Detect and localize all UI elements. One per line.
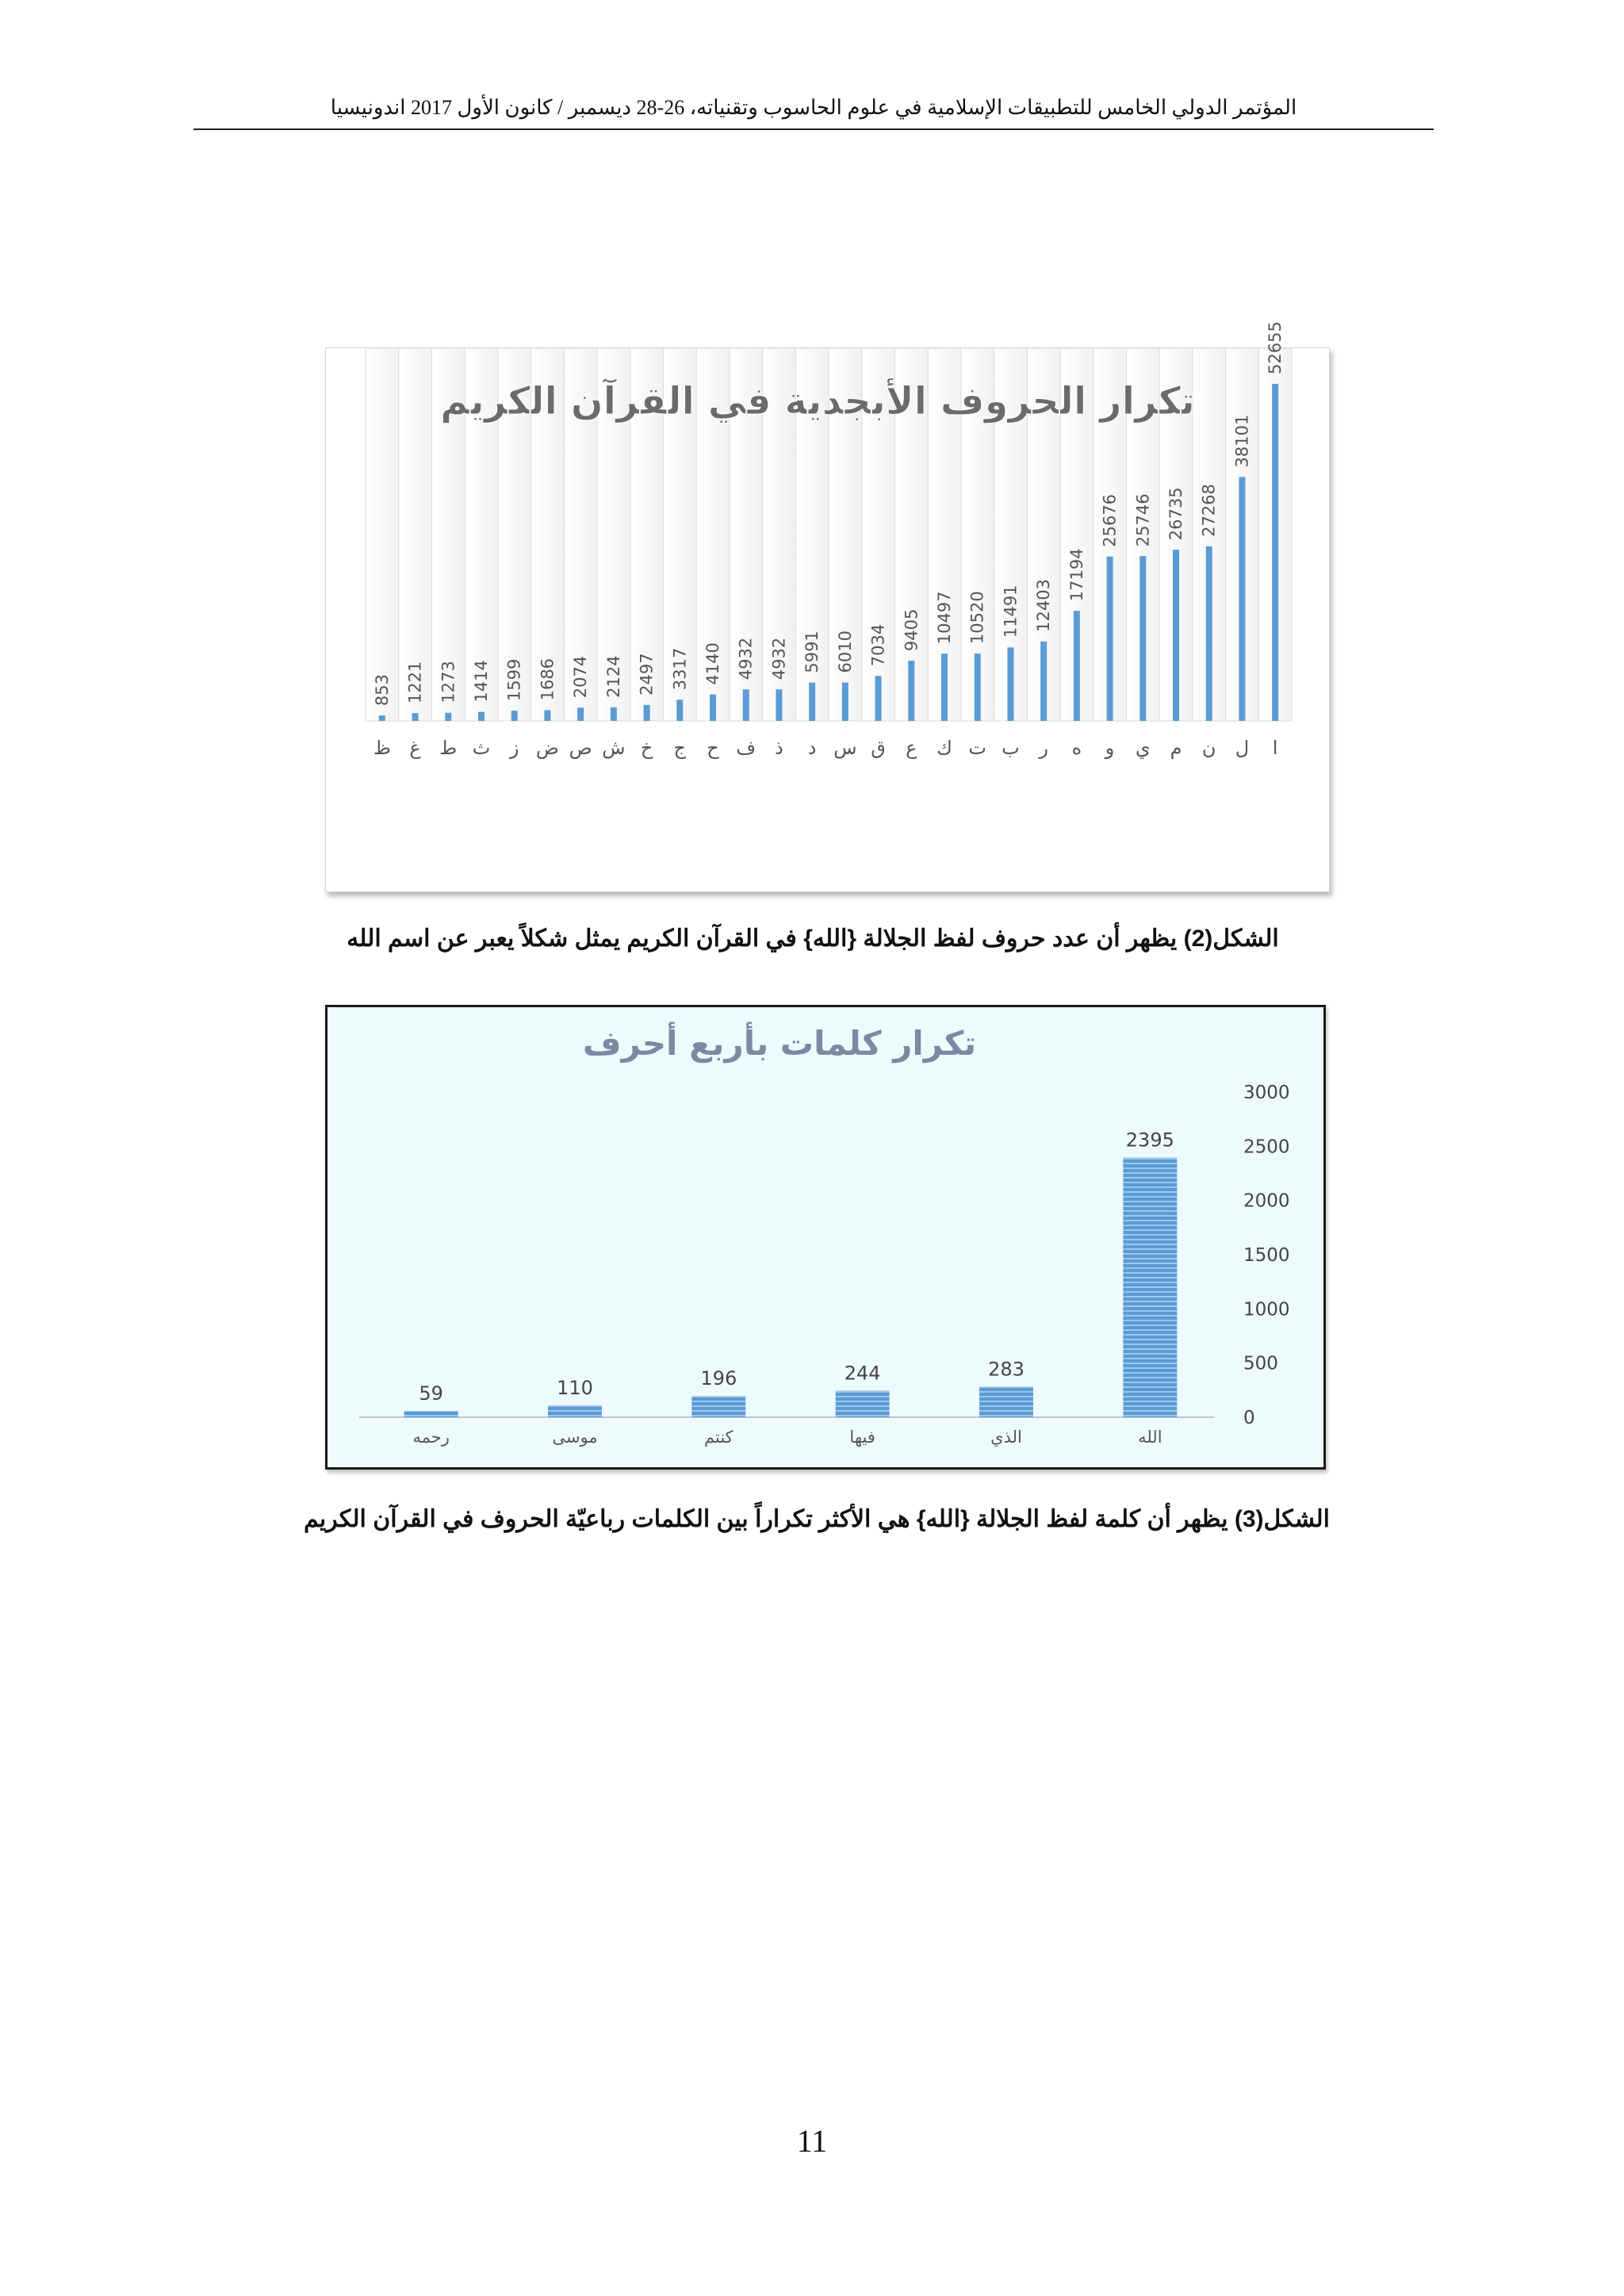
bar <box>445 713 451 721</box>
data-label: 52655 <box>1266 321 1285 374</box>
figure-3-caption: الشكل(3) يظهر أن كلمة لفظ الجلالة {الله} هي الأكثر تكراراً بين الكلمات رباعيّة الحروف في القرآن الكريم <box>303 1506 1331 1532</box>
chart-four-letter-words-svg <box>327 1007 1323 1467</box>
data-label: 110 <box>557 1376 593 1399</box>
tick-label: ع <box>906 737 917 759</box>
tick-label: كنتم <box>704 1428 733 1447</box>
bar <box>1206 546 1212 721</box>
bar <box>1272 384 1278 721</box>
bar <box>975 654 981 721</box>
data-label: 283 <box>988 1358 1025 1381</box>
tick-label: ر <box>1039 737 1048 759</box>
bar <box>1239 477 1245 721</box>
bar <box>676 700 683 721</box>
bar <box>1173 550 1179 721</box>
y-tick-label: 1000 <box>1243 1299 1290 1320</box>
bar <box>1007 647 1013 721</box>
tick-label: د <box>807 737 817 759</box>
data-label: 2074 <box>571 655 591 699</box>
bar <box>776 689 782 721</box>
data-label: 10520 <box>967 591 987 645</box>
tick-label: ك <box>936 737 952 759</box>
figure-2-caption: الشكل(2) يظهر أن عدد حروف لفظ الجلالة {الله} في القرآن الكريم يمثل شكلاً يعبر عن اسم الله <box>347 926 1279 952</box>
y-tick-label: 500 <box>1243 1353 1278 1374</box>
bar <box>644 705 650 721</box>
data-label: 12403 <box>1034 579 1054 632</box>
data-label: 196 <box>700 1367 737 1390</box>
tick-label: ف <box>736 737 756 759</box>
bar <box>379 715 385 721</box>
tick-label: ث <box>472 737 491 759</box>
tick-label: ا <box>1272 737 1278 759</box>
data-label: 1686 <box>538 657 557 701</box>
bar <box>691 1396 745 1417</box>
data-label: 5991 <box>802 631 822 673</box>
data-label: 17194 <box>1067 548 1086 602</box>
bar <box>544 710 550 721</box>
tick-label: ن <box>1201 737 1216 759</box>
tick-label: ت <box>968 737 987 759</box>
data-label: 2497 <box>637 653 657 696</box>
data-label: 4140 <box>703 642 722 685</box>
chart-title: تكرار كلمات بأربع أحرف <box>582 1024 977 1063</box>
tick-label: ل <box>1235 737 1250 759</box>
chart-letter-frequency <box>325 321 1330 892</box>
data-label: 10497 <box>935 591 954 645</box>
data-label: 2124 <box>603 655 623 698</box>
bar <box>979 1386 1033 1417</box>
data-label: 59 <box>419 1382 443 1405</box>
data-label: 4932 <box>736 637 756 680</box>
bar <box>875 676 882 721</box>
bar <box>511 711 518 721</box>
chart-title: تكرار الحروف الأبجدية في القرآن الكريم <box>440 379 1195 424</box>
data-label: 25676 <box>1100 493 1120 547</box>
bar <box>1107 557 1113 721</box>
data-label: 38101 <box>1232 414 1252 468</box>
bar <box>908 661 914 721</box>
tick-label: رحمه <box>412 1428 450 1447</box>
data-label: 27268 <box>1199 484 1219 537</box>
data-label: 2395 <box>1125 1129 1174 1152</box>
tick-label: ض <box>535 737 559 759</box>
tick-label: ه <box>1071 737 1082 759</box>
tick-label: ص <box>569 737 592 759</box>
bar <box>941 654 948 721</box>
bar <box>836 1391 890 1417</box>
bar <box>1074 611 1080 721</box>
tick-label: ب <box>1002 737 1020 759</box>
tick-label: ذ <box>775 737 783 759</box>
tick-label: س <box>833 737 857 759</box>
data-label: 244 <box>844 1362 881 1385</box>
bar <box>478 712 485 721</box>
bar <box>577 707 584 721</box>
tick-label: فيها <box>849 1428 875 1447</box>
data-label: 1273 <box>439 661 458 703</box>
bar <box>710 695 716 721</box>
tick-label: ح <box>707 737 719 759</box>
bar <box>743 689 749 721</box>
chart-letter-frequency-svg <box>326 321 1329 891</box>
data-label: 1221 <box>405 661 425 704</box>
tick-label: ز <box>509 737 519 759</box>
y-tick-label: 0 <box>1243 1408 1255 1428</box>
bar <box>1139 556 1146 721</box>
y-tick-label: 2500 <box>1243 1137 1290 1158</box>
bar <box>809 683 815 721</box>
bar <box>404 1411 458 1417</box>
tick-label: غ <box>409 737 421 759</box>
tick-label: ج <box>673 737 687 759</box>
tick-label: ط <box>439 737 458 759</box>
data-label: 4932 <box>769 637 789 680</box>
tick-label: موسى <box>552 1428 598 1447</box>
tick-label: ظ <box>373 737 391 759</box>
y-tick-label: 2000 <box>1243 1190 1290 1212</box>
data-label: 3317 <box>670 647 690 691</box>
data-label: 11491 <box>1001 585 1021 638</box>
y-tick-label: 1500 <box>1243 1245 1290 1266</box>
bar <box>1123 1158 1177 1417</box>
data-label: 1414 <box>472 660 491 703</box>
tick-label: ي <box>1135 737 1151 759</box>
bar <box>611 707 617 721</box>
data-label: 1599 <box>504 658 524 702</box>
tick-label: ق <box>871 737 886 759</box>
bar <box>548 1405 602 1417</box>
bar <box>842 682 848 721</box>
y-tick-label: 3000 <box>1243 1083 1290 1103</box>
column-band <box>366 348 399 721</box>
data-label: 853 <box>372 674 392 707</box>
page-number: 11 <box>796 2123 828 2159</box>
bar <box>1040 642 1047 721</box>
data-label: 25746 <box>1133 493 1153 547</box>
page-header: المؤتمر الدولي الخامس للتطبيقات الإسلامية في علوم الحاسوب وتقنياته، 26-28 ديسمبر / كانون الأول 2017 اندونيسيا <box>193 89 1434 130</box>
tick-label: الذي <box>990 1428 1022 1447</box>
tick-label: و <box>1105 737 1115 759</box>
tick-label: خ <box>640 737 653 759</box>
data-label: 9405 <box>902 608 921 652</box>
data-label: 6010 <box>835 631 855 673</box>
bar <box>412 713 419 721</box>
chart-four-letter-words <box>325 1005 1326 1470</box>
data-label: 26735 <box>1166 487 1185 541</box>
tick-label: م <box>1170 737 1182 759</box>
data-label: 7034 <box>868 623 888 667</box>
tick-label: الله <box>1138 1428 1162 1447</box>
tick-label: ش <box>602 737 626 759</box>
